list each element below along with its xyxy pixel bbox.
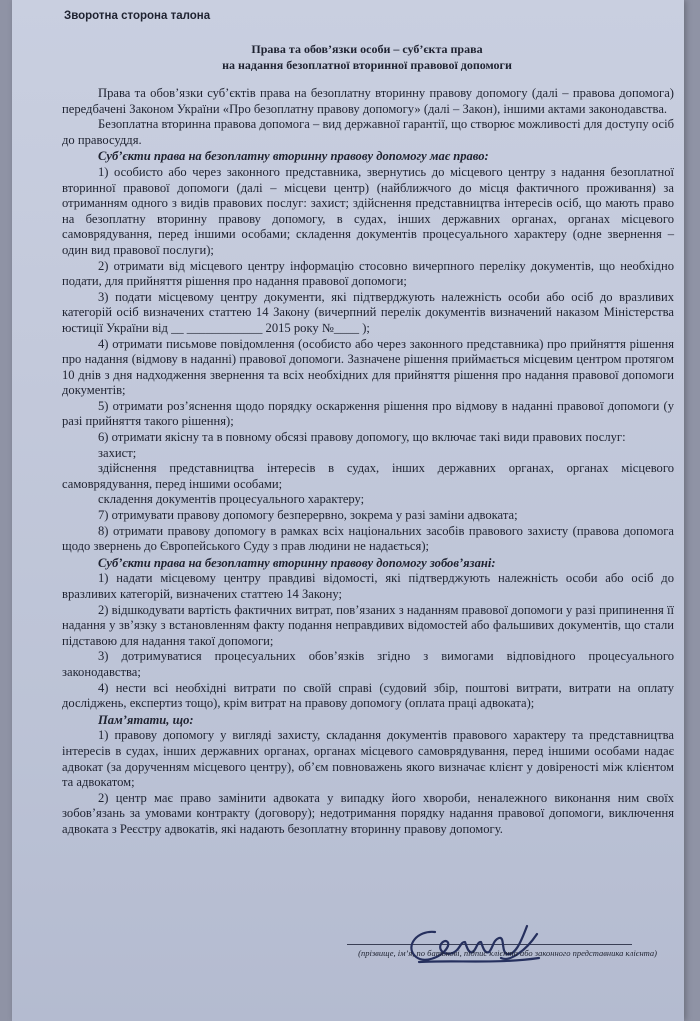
intro-paragraph-2: Безоплатна вторинна правова допомога – вид державної гарантії, що створює можливості для доступу осіб до правосуддя. [62, 117, 674, 147]
rights-item-6: 6) отримати якісну та в повному обсязі правову допомогу, що включає такі види правових послуг: [98, 430, 626, 445]
document-sheet [12, 0, 684, 1021]
rights-item-7: 7) отримувати правову допомогу безперервно, зокрема у разі заміни адвоката; [98, 508, 518, 523]
remember-heading: Пам’ятати, що: [98, 712, 194, 727]
duties-item-4: 4) нести всі необхідні витрати по своїй справі (судовий збір, поштові витрати, витрати на оплату досліджень, експертиз тощо), крім витрат на правову допомогу (оплата праці адвоката); [62, 680, 674, 711]
remember-item-2: 2) центр має право замінити адвоката у випадку його хвороби, неналежного виконання ним своїх зобов’язань за умовами контракту (договору); недотримання порядку надання правової допомоги, виключення адвоката з Реєстру адвокатів, які надають безоплатну вторинну правову допомогу. [62, 790, 674, 836]
document-body [62, 86, 674, 838]
rights-heading: Суб’єкти права на безоплатну вторинну правову допомогу має право: [98, 149, 489, 164]
remember-item-1: 1) правову допомогу у вигляді захисту, складання документів правового характеру та представництва інтересів в судах, інших державних органах, органах місцевого самоврядування, перед іншими особами надає адвокат (за дорученням місцевого центру), об’єм повноважень якого визначає клієнт у довіреності між клієнтом та адвокатом; [62, 728, 674, 790]
rights-item-6a: захист; [98, 445, 137, 460]
rights-item-8: 8) отримати правову допомогу в рамках всіх національних засобів правового захисту (правова допомога щодо звернень до Європейського Суду з прав людини не надається); [62, 523, 674, 554]
title-line-2: на надання безоплатної вторинної правової допомоги [222, 58, 512, 72]
duties-heading: Суб’єкти права на безоплатну вторинну правову допомогу зобов’язані: [98, 555, 496, 570]
signature-caption: (прізвище, ім’я, по батькові, підпис клієнта або законного представника клієнта) [358, 948, 657, 958]
header-label: Зворотна сторона талона [64, 10, 211, 22]
intro-paragraph-1: Права та обов’язки суб’єктів права на безоплатну вторинну правову допомогу (далі – правова допомога) передбачені Законом України «Про безоплатну правову допомогу» (далі – Закон), іншими актами законодавства. [62, 86, 674, 116]
duties-item-2: 2) відшкодувати вартість фактичних витрат, пов’язаних з наданням правової допомоги у разі припинення її надання у зв’язку з встановленням факту подання неправдивих відомостей або фальшивих документів, що стали підставою для надання такої допомоги; [62, 602, 674, 648]
rights-item-2: 2) отримати від місцевого центру інформацію стосовно вичерпного переліку документів, що необхідно подати, для прийняття рішення про надання правової допомоги; [62, 258, 674, 289]
rights-item-6b: здійснення представництва інтересів в судах, інших державних органах, органах місцевого самоврядування, перед іншими особами; [62, 461, 674, 491]
rights-item-5: 5) отримати роз’яснення щодо порядку оскарження рішення про відмову в наданні правової допомоги (у разі прийняття такого рішення); [62, 398, 674, 429]
rights-item-4: 4) отримати письмове повідомлення (особисто або через законного представника) про прийняття рішення про надання (відмову в наданні) правової допомоги. Зазначене рішення приймається місцевим центром протягом 10 днів з дня надходження звернення та всіх необхідних для прийняття рішення про надання правової допомоги документів; [62, 336, 674, 398]
duties-item-3: 3) дотримуватися процесуальних обов’язків згідно з вимогами відповідного процесуального законодавства; [62, 649, 674, 679]
rights-item-6c: складення документів процесуального характеру; [98, 492, 365, 507]
title-line-1: Права та обов’язки особи – суб’єкта права [251, 42, 483, 56]
rights-item-3: 3) подати місцевому центру документи, які підтверджують належність особи або осіб до вразливих категорій осіб визначених статтею 14 Закону (вичерпний перелік документів визначений наказом Міністерства юстиції України від __ ____________ 2015 року №____ ); [62, 289, 674, 335]
rights-item-1: 1) особисто або через законного представника, звернутись до місцевого центру з надання безоплатної вторинної правової допомоги (далі – місцеви центр) (найближчого до місця фактичного проживання) за отриманням одного з видів правових послуг: захист; здійснення представництва інтересів осіб, що мають право на безоплатну вторинну правову допомогу, в судах, інших державних органах, органах місцевого самоврядування, перед іншими особами; складення документів процесуального характеру (одне звернення – один вид правової послуги); [62, 164, 674, 257]
handwritten-signature [397, 912, 547, 972]
duties-item-1: 1) надати місцевому центру правдиві відомості, які підтверджують належність особи або осіб до вразливих категорій, визначених статтею 14 Закону; [62, 571, 674, 601]
